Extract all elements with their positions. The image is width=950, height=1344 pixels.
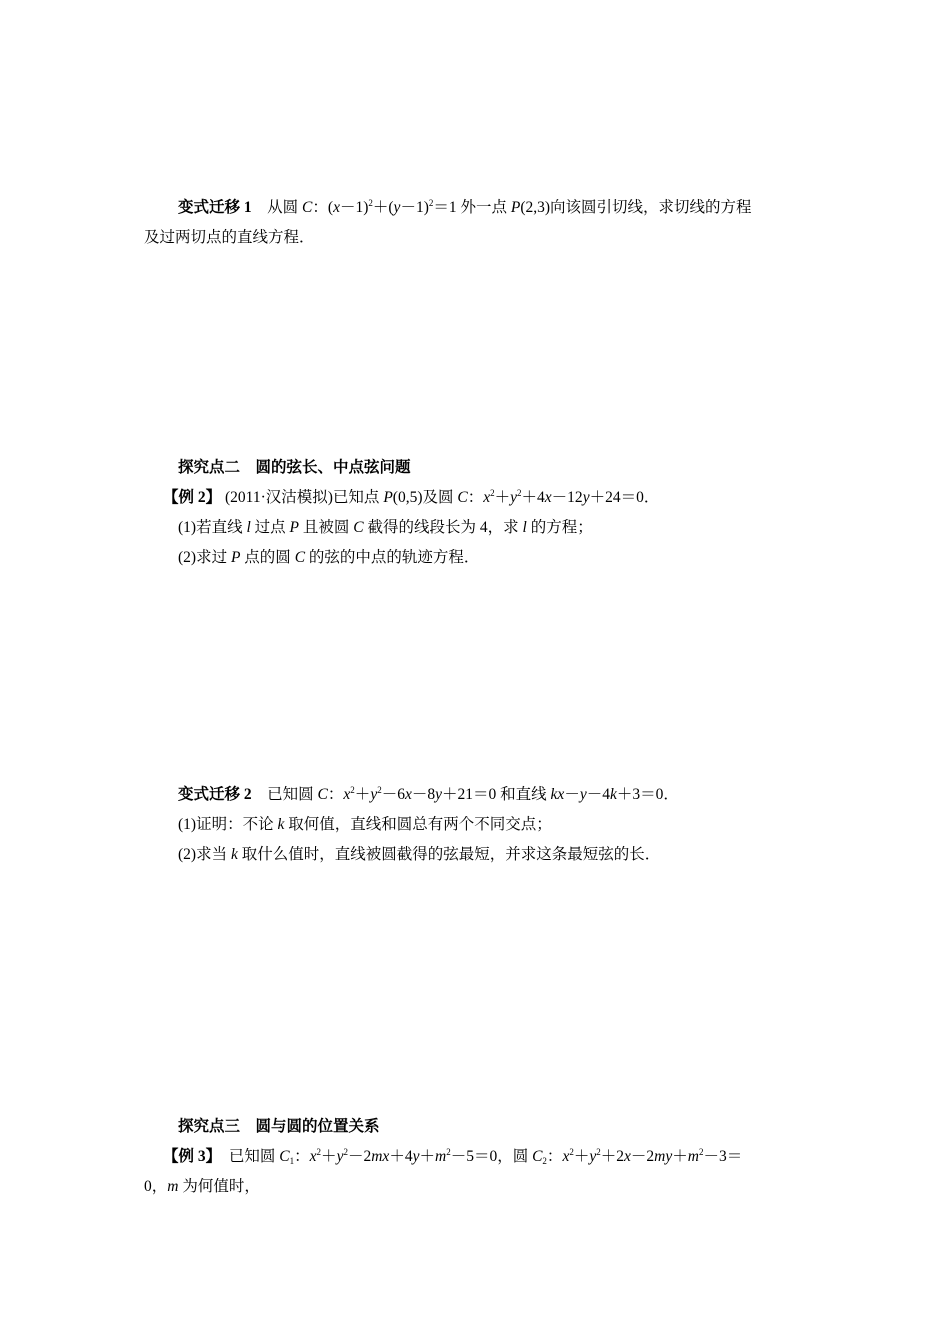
variant-2-label: 变式迁移 2 (178, 786, 252, 803)
section-3-title: 探究点三 圆与圆的位置关系 (178, 1118, 380, 1135)
example-3-line-1: 【例 3】 已知圆 $C_1$：$x^2+y^2-2mx+4y+m^2-5=0$，圆 $C_2$：$x^2+y^2+2x-2my+m^2-3=$ (163, 1147, 743, 1166)
example-3-tag: 【例 3】 (163, 1148, 214, 1165)
variant-2-question-2: (2)求当 k 取什么值时，直线被圆截得的弦最短，并求这条最短弦的长． (178, 846, 661, 863)
example-2-line-1: 【例 2】 (2011·汉沽模拟)已知点 P(0,5)及圆 C：$x^2+y^2+4x-12y+24=0$． (163, 488, 660, 506)
example-2-tag: 【例 2】 (163, 489, 222, 506)
example-2-question-1: (1)若直线 l 过点 P 且被圆 C 截得的线段长为 4，求 l 的方程； (178, 519, 593, 536)
variant-2-question-1: (1)证明：不论 k 取何值，直线和圆总有两个不同交点； (178, 816, 552, 833)
example-3-line-2: 0，m 为何值时， (144, 1178, 260, 1195)
variant-1-line-1: 变式迁移 1 从圆 C：$(x-1)^2+(y-1)^2=1$ 外一点 P(2,3)向该圆引切线，求切线的方程 (178, 198, 752, 216)
variant-1-line-2: 及过两切点的直线方程． (144, 229, 315, 246)
section-2-title: 探究点二 圆的弦长、中点弦问题 (178, 459, 411, 476)
example-2-question-2: (2)求过 P 点的圆 C 的弦的中点的轨迹方程． (178, 549, 480, 566)
variant-1-label: 变式迁移 1 (178, 199, 252, 216)
variant-2-line-1: 变式迁移 2 已知圆 C：$x^2+y^2-6x-8y+21=0$ 和直线 kx－y－4k＋3＝0． (178, 785, 679, 803)
